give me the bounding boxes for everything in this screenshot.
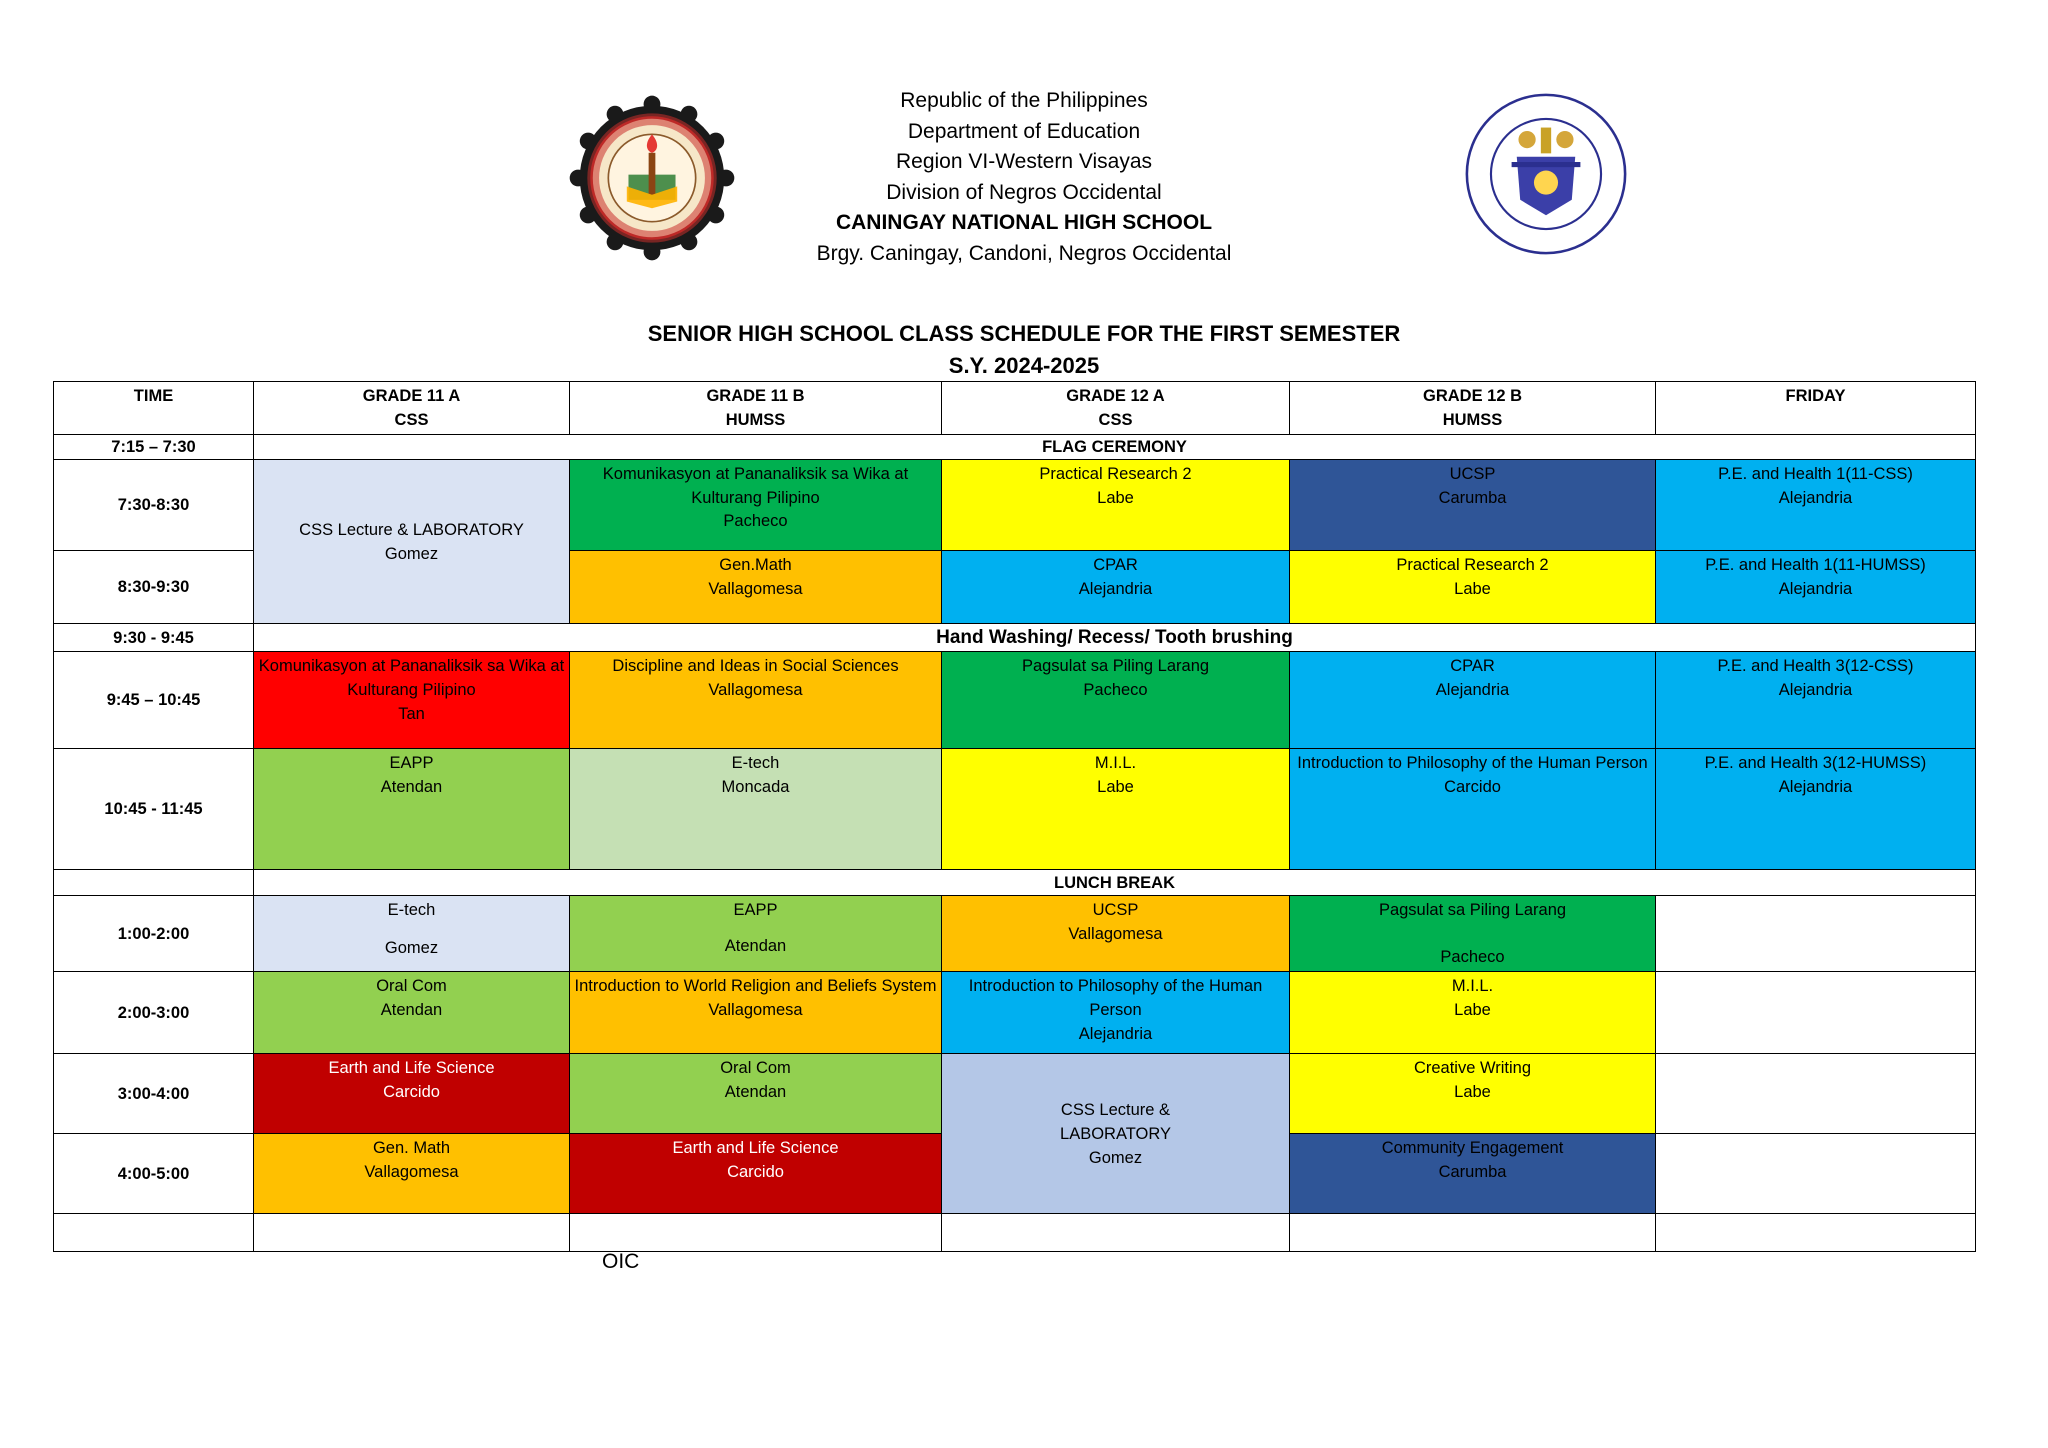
time-cell-empty — [54, 870, 254, 896]
empty-cell — [1656, 1214, 1976, 1252]
table-row — [54, 460, 1976, 551]
letterhead-line-department: Department of Education — [907, 119, 1141, 143]
teacher-label: Atendan — [380, 1001, 443, 1019]
subject-label: Earth and Life Science — [328, 1059, 495, 1077]
teacher-label: Tan — [398, 705, 425, 723]
header-friday: FRIDAY — [1656, 382, 1976, 435]
teacher-label: Moncada — [721, 778, 790, 796]
subject-label: Oral Com — [376, 977, 447, 995]
teacher-label: Gomez — [384, 544, 439, 563]
table-row — [54, 652, 1976, 749]
subject-label: CPAR — [1450, 657, 1495, 675]
class-cell — [1656, 749, 1976, 870]
class-cell — [942, 972, 1290, 1054]
subject-label: Practical Research 2 — [1039, 465, 1192, 483]
teacher-label: Labe — [1097, 489, 1134, 507]
header-grade-11a — [254, 382, 570, 435]
school-name: CANINGAY NATIONAL HIGH SCHOOL — [835, 211, 1213, 234]
class-cell — [1290, 460, 1656, 551]
table-row — [54, 435, 1976, 460]
class-cell — [1290, 551, 1656, 624]
header-grade-12b-track: HUMSS — [1442, 411, 1503, 429]
time-cell: 3:00-4:00 — [54, 1054, 254, 1134]
empty-cell — [570, 1214, 942, 1252]
teacher-label: Pacheco — [1440, 948, 1505, 966]
title-line-2: S.Y. 2024-2025 — [948, 353, 1100, 378]
subject-label: Gen. Math — [372, 1139, 451, 1157]
schedule-table — [53, 381, 1976, 1252]
subject-label: Introduction to Philosophy of the Human Person — [968, 977, 1263, 1019]
teacher-label: Pacheco — [1083, 681, 1148, 699]
recess-banner: Hand Washing/ Recess/ Tooth brushing — [254, 624, 1976, 652]
teacher-label: Labe — [1454, 580, 1491, 598]
class-cell — [1290, 749, 1656, 870]
class-cell — [254, 1134, 570, 1214]
subject-label: Community Engagement — [1381, 1139, 1564, 1157]
class-cell — [254, 896, 570, 972]
class-cell — [254, 749, 570, 870]
header-grade-12a — [942, 382, 1290, 435]
title-line-1: SENIOR HIGH SCHOOL CLASS SCHEDULE FOR THE FIRST SEMESTER — [647, 321, 1401, 346]
teacher-label: Labe — [1454, 1083, 1491, 1101]
class-cell — [570, 652, 942, 749]
time-cell: 10:45 - 11:45 — [54, 749, 254, 870]
header-grade-12a-label: GRADE 12 A — [1066, 387, 1165, 405]
school-address: Brgy. Caningay, Candoni, Negros Occidental — [816, 241, 1232, 265]
subject-label: Gen.Math — [719, 556, 792, 574]
subject-label: Oral Com — [720, 1059, 791, 1077]
teacher-label: Alejandria — [1778, 778, 1853, 796]
subject-label: Pagsulat sa Piling Larang — [1021, 657, 1210, 675]
class-cell-empty — [1656, 1054, 1976, 1134]
teacher-label: Atendan — [724, 1083, 787, 1101]
class-cell — [942, 652, 1290, 749]
class-cell-empty — [1656, 972, 1976, 1054]
letterhead-line-division: Division of Negros Occidental — [886, 180, 1162, 204]
header-grade-12b — [1290, 382, 1656, 435]
teacher-label: Vallagomesa — [1068, 925, 1163, 943]
flag-ceremony-banner: FLAG CEREMONY — [254, 435, 1976, 460]
header-grade-11b — [570, 382, 942, 435]
class-cell — [570, 460, 942, 551]
header-grade-11a-label: GRADE 11 A — [362, 387, 461, 405]
subject-label: Discipline and Ideas in Social Sciences — [612, 657, 899, 675]
table-row — [54, 896, 1976, 972]
class-cell — [570, 1054, 942, 1134]
header-grade-11b-track: HUMSS — [725, 411, 786, 429]
class-cell — [254, 1054, 570, 1134]
class-cell — [942, 749, 1290, 870]
teacher-label: Vallagomesa — [708, 681, 803, 699]
subject-label: P.E. and Health 3(12-HUMSS) — [1704, 754, 1927, 772]
teacher-label: Gomez — [384, 939, 439, 957]
class-cell — [1290, 896, 1656, 972]
header-grade-12a-track: CSS — [1098, 411, 1133, 429]
subject-label: Introduction to World Religion and Beliefs System — [574, 977, 937, 995]
class-cell — [942, 460, 1290, 551]
empty-cell — [254, 1214, 570, 1252]
teacher-label: Carumba — [1438, 489, 1507, 507]
table-row — [54, 624, 1976, 652]
time-cell: 7:15 – 7:30 — [54, 435, 254, 460]
header-grade-11b-label: GRADE 11 B — [706, 387, 805, 405]
class-cell — [570, 972, 942, 1054]
teacher-label: Vallagomesa — [708, 1001, 803, 1019]
class-cell — [942, 551, 1290, 624]
table-row-empty — [54, 1214, 1976, 1252]
subject-label: Komunikasyon at Pananaliksik sa Wika at Kulturang Pilipino — [602, 465, 909, 507]
teacher-label: Atendan — [724, 937, 787, 955]
teacher-label: Vallagomesa — [364, 1163, 459, 1181]
time-cell: 2:00-3:00 — [54, 972, 254, 1054]
empty-cell — [1290, 1214, 1656, 1252]
subject-label: E-tech — [387, 901, 436, 919]
subject-label: CSS Lecture & LABORATORY — [1060, 1100, 1171, 1143]
time-cell: 7:30-8:30 — [54, 460, 254, 551]
teacher-label: Labe — [1097, 778, 1134, 796]
teacher-label: Carumba — [1438, 1163, 1507, 1181]
class-cell — [942, 1054, 1290, 1214]
class-cell — [1290, 652, 1656, 749]
teacher-label: Vallagomesa — [708, 580, 803, 598]
teacher-label: Alejandria — [1078, 580, 1153, 598]
subject-label: E-tech — [731, 754, 780, 772]
subject-label: UCSP — [1449, 465, 1496, 483]
teacher-label: Atendan — [380, 778, 443, 796]
class-cell — [254, 652, 570, 749]
letterhead-line-republic: Republic of the Philippines — [900, 89, 1148, 112]
subject-label: P.E. and Health 1(11-CSS) — [1718, 465, 1913, 483]
header-grade-12b-label: GRADE 12 B — [1422, 387, 1523, 405]
class-cell — [1290, 1134, 1656, 1214]
subject-label: Introduction to Philosophy of the Human Person — [1297, 754, 1648, 772]
class-cell — [570, 896, 942, 972]
oic-label: OIC — [602, 1250, 640, 1273]
subject-label: M.I.L. — [1094, 754, 1137, 772]
class-cell — [1656, 652, 1976, 749]
teacher-label: Alejandria — [1778, 489, 1853, 507]
subject-label: EAPP — [733, 901, 778, 919]
teacher-label: Alejandria — [1778, 580, 1853, 598]
teacher-label: Alejandria — [1078, 1025, 1153, 1043]
teacher-label: Carcido — [727, 1163, 784, 1181]
class-cell — [570, 551, 942, 624]
class-cell — [1290, 1054, 1656, 1134]
teacher-label: Pacheco — [723, 512, 788, 530]
empty-cell — [54, 1214, 254, 1252]
teacher-label: Alejandria — [1435, 681, 1510, 699]
letterhead-line-region: Region VI-Western Visayas — [895, 150, 1152, 173]
time-cell: 9:45 – 10:45 — [54, 652, 254, 749]
class-cell — [1290, 972, 1656, 1054]
subject-label: Pagsulat sa Piling Larang — [1378, 901, 1567, 919]
table-row — [54, 749, 1976, 870]
class-cell — [1656, 460, 1976, 551]
letterhead — [0, 86, 2048, 269]
class-cell — [942, 896, 1290, 972]
subject-label: Creative Writing — [1413, 1059, 1532, 1077]
class-cell — [570, 749, 942, 870]
time-cell: 9:30 - 9:45 — [54, 624, 254, 652]
document-title — [0, 318, 2048, 382]
subject-label: Practical Research 2 — [1396, 556, 1549, 574]
class-cell — [254, 972, 570, 1054]
lunch-break-banner: LUNCH BREAK — [254, 870, 1976, 896]
class-cell — [254, 460, 570, 624]
class-cell-empty — [1656, 896, 1976, 972]
subject-label: CPAR — [1093, 556, 1138, 574]
table-row — [54, 1054, 1976, 1134]
teacher-label: Carcido — [1444, 778, 1501, 796]
header-grade-11a-track: CSS — [394, 411, 429, 429]
time-cell: 8:30-9:30 — [54, 551, 254, 624]
time-cell: 1:00-2:00 — [54, 896, 254, 972]
empty-cell — [942, 1214, 1290, 1252]
header-row — [54, 382, 1976, 435]
teacher-label: Alejandria — [1778, 681, 1853, 699]
class-cell — [570, 1134, 942, 1214]
header-time: TIME — [54, 382, 254, 435]
subject-label: EAPP — [389, 754, 434, 772]
subject-label: Komunikasyon at Pananaliksik sa Wika at Kulturang Pilipino — [258, 657, 565, 699]
class-cell — [1656, 551, 1976, 624]
table-row — [54, 972, 1976, 1054]
subject-label: CSS Lecture & LABORATORY — [299, 520, 524, 539]
subject-label: P.E. and Health 3(12-CSS) — [1717, 657, 1914, 675]
class-cell-empty — [1656, 1134, 1976, 1214]
subject-label: M.I.L. — [1451, 977, 1494, 995]
time-cell: 4:00-5:00 — [54, 1134, 254, 1214]
subject-label: Earth and Life Science — [672, 1139, 839, 1157]
teacher-label: Labe — [1454, 1001, 1491, 1019]
subject-label: UCSP — [1092, 901, 1139, 919]
teacher-label: Carcido — [383, 1083, 440, 1101]
subject-label: P.E. and Health 1(11-HUMSS) — [1705, 556, 1926, 574]
teacher-label: Gomez — [1088, 1148, 1143, 1167]
table-row — [54, 870, 1976, 896]
